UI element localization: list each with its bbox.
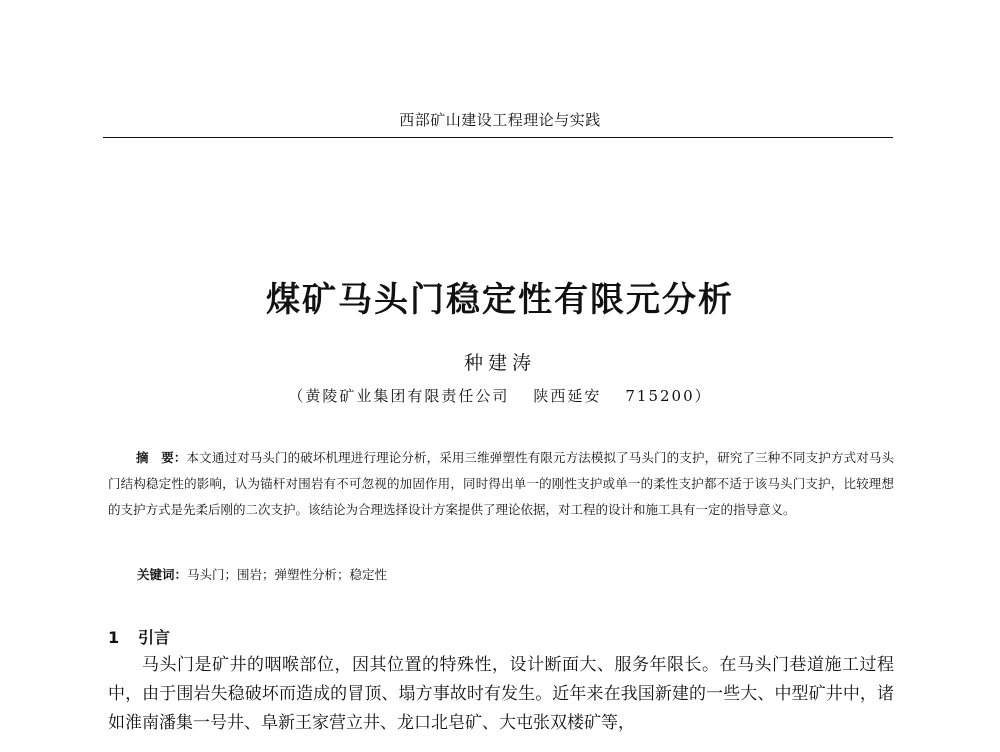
keywords <box>137 565 387 585</box>
running-header: 西部矿山建设工程理论与实践 <box>399 111 601 129</box>
affiliation-organization: 黄陵矿业集团有限责任公司 <box>305 387 510 405</box>
article-title: 煤矿马头门稳定性有限元分析 <box>266 280 734 320</box>
affiliation-close-paren: ） <box>694 387 712 405</box>
keywords-label: 关键词： <box>137 567 188 582</box>
affiliation-postcode: 715200 <box>625 387 695 405</box>
author-affiliation <box>0 385 1000 406</box>
abstract-text: 本文通过对马头门的破坏机理进行理论分析，采用三维弹塑性有限元方法模拟了马头门的支护，研究了三种不同支护方式对马头门结构稳定性的影响，认为锚杆对围岩有不可忽视的加固作用，同时得出单一的刚性支护或单一的柔性支护都不适于该马头门支护，比较理想的支护方式是先柔后刚的二次支护。该结论为合理选择设计方案提供了理论依据，对工程的设计和施工具有一定的指导意义。 <box>108 450 894 517</box>
keywords-text: 马头门；围岩；弹塑性分析；稳定性 <box>187 567 388 582</box>
header-rule <box>103 137 893 138</box>
section-paragraph: 马头门是矿井的咽喉部位，因其位置的特殊性，设计断面大、服务年限长。在马头门巷道施工过程中，由于围岩失稳破坏而造成的冒顶、塌方事故时有发生。近年来在我国新建的一些大、中型矿井中，诸如淮南潘集一号井、阜新王家营立井、龙口北皂矿、大屯张双楼矿等， <box>108 655 894 733</box>
affiliation-location: 陕西延安 <box>533 387 602 405</box>
section-title: 引言 <box>138 628 171 647</box>
section-number: 1 <box>108 628 120 647</box>
abstract-label: 摘 要： <box>136 450 187 465</box>
section-heading <box>108 625 170 648</box>
author-name: 种建涛 <box>463 352 536 374</box>
affiliation-open-paren: （ <box>288 387 306 405</box>
abstract <box>108 445 894 523</box>
